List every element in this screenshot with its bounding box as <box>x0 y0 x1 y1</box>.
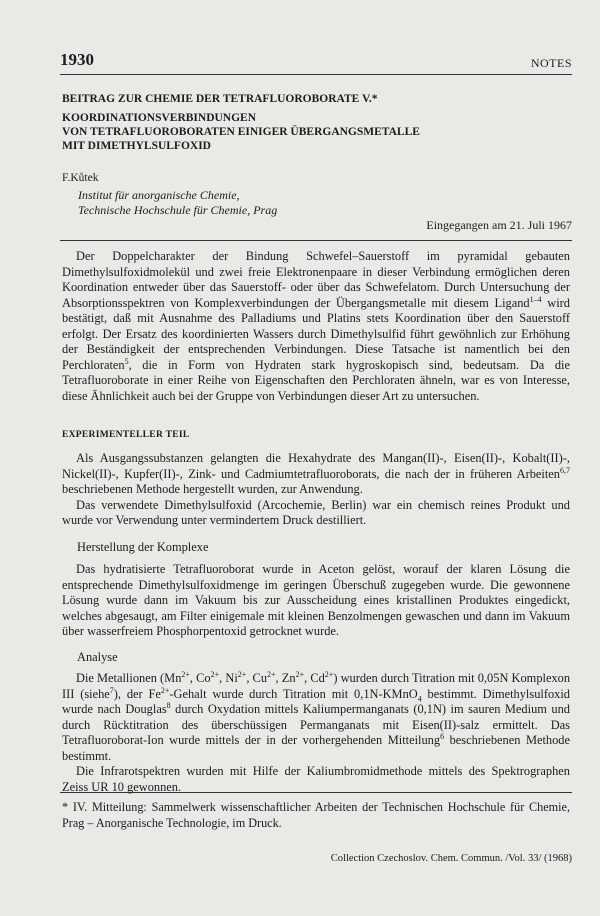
received-date: Eingegangen am 21. Juli 1967 <box>426 218 572 232</box>
charge-superscript: 2+ <box>181 669 190 679</box>
subscript: 4 <box>417 693 422 703</box>
charge-superscript: 2+ <box>160 685 170 695</box>
analysis-text: bestimmt. Dimethylsulfoxid wurde nach Douglas <box>62 686 570 716</box>
analysis-text: durch Oxydation mittels Kaliumpermanganats (0,1N) im sauren Medium und durch Rücktitration des überschüssigen Permanganats mit Eisen(II)-salz ermittelt. Das Tetrafluoroborat-Ion wurde mittels der in der vorhergehenden Mitteilung <box>62 702 570 747</box>
analysis-text: , Zn <box>275 671 296 685</box>
analysis-text: , Cd <box>304 671 325 685</box>
preparation-paragraph <box>62 562 570 640</box>
reference-marker: 5 <box>124 356 129 366</box>
analysis-text: , Cu <box>246 671 268 685</box>
reference-marker: 7 <box>109 685 114 695</box>
analysis-text: , Ni <box>219 671 238 685</box>
charge-superscript: 2+ <box>295 669 305 679</box>
intro-rule <box>60 240 572 241</box>
experimental-text-a: Als Ausgangssubstanzen gelangten die Hexahydrate des Mangan(II)-, Eisen(II)-, Kobalt(II)-, Nickel(II)-, Kupfer(II)-, Zink- und Cadmiumtetrafluoroborats, die nach der in früheren Arbeiten <box>62 451 570 481</box>
introduction-paragraph <box>62 249 570 404</box>
analysis-heading: Analyse <box>77 650 118 664</box>
page-number: 1930 <box>60 50 94 69</box>
analysis-text: beschriebenen Methode bestimmt. <box>62 733 570 763</box>
article-title-line-4: MIT DIMETHYLSULFOXID <box>62 140 211 152</box>
charge-superscript: 2+ <box>267 669 276 679</box>
experimental-paragraphs <box>62 451 570 529</box>
institute-line-1: Institut für anorganische Chemie, <box>78 188 240 202</box>
analysis-text: -Gehalt wurde durch Titration mit 0,1N-KMnO <box>169 686 418 701</box>
analysis-text: ) wurden durch Titration mit 0,05N Komplexon III (siehe <box>62 671 571 701</box>
article-title-line-2: KOORDINATIONSVERBINDUNGEN <box>62 112 257 124</box>
experimental-heading: EXPERIMENTELLER TEIL <box>62 430 190 440</box>
experimental-text-2: Das verwendete Dimethylsulfoxid (Arcochemie, Berlin) war ein chemisch reines Produkt und wurde vor Verwendung unter vermindertem Druck destilliert. <box>62 497 570 527</box>
reference-marker: 6 <box>440 731 445 741</box>
charge-superscript: 2+ <box>237 669 247 679</box>
footnote-rule <box>60 792 572 793</box>
intro-text-c: , die in Form von Hydraten stark hygroskopisch sind, bedeutsam. Da die Tetrafluoroborate in einer Reihe von Eigenschaften den Perchloraten ähneln, war es von Interesse, diese Ähnlichkeit auch bei der Gruppe von Verbindungen dieser Art zu untersuchen. <box>62 357 570 403</box>
reference-marker: 1–4 <box>529 294 542 304</box>
infrared-text: Die Infrarotspektren wurden mit Hilfe der Kaliumbromidmethode mittels des Spektrographen Zeiss UR 10 gewonnen. <box>62 764 570 794</box>
article-title-line-3: VON TETRAFLUOROBORATEN EINIGER ÜBERGANGSMETALLE <box>62 126 420 138</box>
journal-citation: Collection Czechoslov. Chem. Commun. /Vol. 33/ (1968) <box>330 853 572 864</box>
analysis-text: ), der Fe <box>113 686 161 701</box>
intro-text-b: wird bestätigt, daß mit Ausnahme des Palladiums und Platins stets Koordination über den Sauerstoff erfolgt. Der Ersatz des koordinierten Wassers durch Dimethylsulfid führt gewöhnlich zur Erhöhung der Beständigkeit der entsprechenden Verbindungen. Diese Tatsache ist namentlich bei den Perchloraten <box>62 295 571 372</box>
preparation-text: Das hydratisierte Tetrafluoroborat wurde in Aceton gelöst, worauf der klaren Lösung die entsprechende Dimethylsulfoxidmenge im geringen Überschuß zugegeben wurde. Die gewonnene Lösung wurde dann im Vakuum bis zur Ausscheidung eines kristallinen Produktes eingedickt, welches abgesaugt, am Filter einigemale mit kleinen Benzolmengen gewaschen und dann im Vakuum über wasserfreiem Phosphorpentoxid getrocknet wurde. <box>62 562 570 638</box>
author-name: F.Kůtek <box>62 172 99 184</box>
institute-line-2: Technische Hochschule für Chemie, Prag <box>78 203 278 217</box>
section-label: NOTES <box>530 56 572 70</box>
analysis-text: , Co <box>189 671 211 685</box>
analysis-text: Die Metallionen (Mn <box>76 671 182 685</box>
footnote: * IV. Mitteilung: Sammelwerk wissenschaftlicher Arbeiten der Technischen Hochschule für Chemie, Prag – Anorganische Technologie, im Druck. <box>62 800 570 830</box>
reference-marker: 8 <box>166 700 171 710</box>
charge-superscript: 2+ <box>210 669 220 679</box>
preparation-heading: Herstellung der Komplexe <box>77 540 209 554</box>
header-rule <box>60 74 572 75</box>
experimental-text-b: beschriebenen Methode hergestellt wurden, zur Anwendung. <box>62 482 363 496</box>
analysis-paragraphs <box>62 671 570 795</box>
reference-marker: 6,7 <box>560 465 570 475</box>
article-title-line-1: BEITRAG ZUR CHEMIE DER TETRAFLUOROBORATE V.* <box>62 93 378 105</box>
charge-superscript: 2+ <box>324 669 334 679</box>
intro-text-a: Der Doppelcharakter der Bindung Schwefel–Sauerstoff im pyramidal gebauten Dimethylsulfoxidmolekül und zwei freie Elektronenpaare in dieser Verbindung ermöglichen deren Koordination entweder über das Sauerstoff- oder über das Schwefelatom. Durch Untersuchung der Absorptionsspektren von Komplexverbindungen der Übergangsmetalle mit diesem Ligand <box>62 249 570 310</box>
